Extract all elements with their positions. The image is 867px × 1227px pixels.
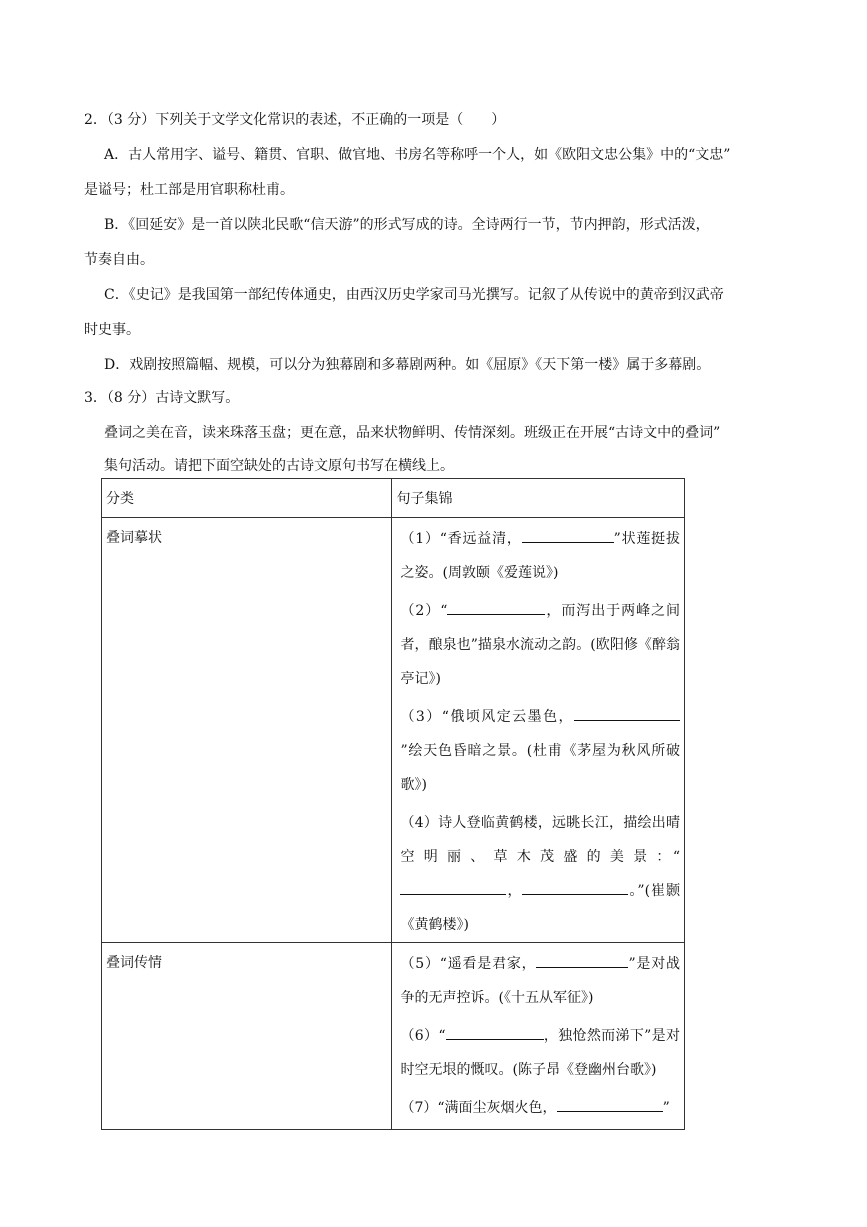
option-a-line-1: A．古人常用字、谥号、籍贯、官职、做官地、书房名等称呼一个人，如《欧阳文忠公集》中的“文忠”: [104, 147, 731, 163]
table-header-cell: [392, 479, 685, 518]
sentence-text: （4）诗人登临黄鹤楼，远眺长江，描绘出晴 空 明 丽 、 草 木 茂 盛 的 美 景 ：“: [400, 815, 680, 865]
sentence-item: [392, 590, 684, 696]
header-sentences: 句子集锦: [396, 491, 453, 507]
sentence-text: （5）“遥看是君家，: [400, 956, 537, 972]
option-c-line-1: C．《史记》是我国第一部纪传体通史，由西汉历史学家司马光撰写。记叙了从传说中的黄帝到汉武帝: [104, 287, 724, 303]
dictation-table: [101, 478, 685, 1130]
question-3-stem: 3．（8 分）古诗文默写。: [84, 390, 240, 406]
sentence-item: [392, 696, 684, 802]
sentence-item: [392, 802, 684, 942]
question-2-stem: 2．（3 分）下列关于文学文化常识的表述，不正确的一项是（ ）: [84, 112, 506, 128]
sentence-item: [392, 518, 684, 590]
option-a-line-2: 是谥号；杜工部是用官职称杜甫。: [84, 182, 294, 198]
sentence-text: 。”(崔颢《黄鹤楼》): [400, 883, 680, 933]
sentence-text: ，: [506, 883, 523, 899]
sentence-item: [392, 1087, 684, 1125]
table-row: [102, 943, 685, 1130]
header-category: 分类: [106, 491, 134, 507]
category-label: 叠词传情: [106, 955, 162, 971]
table-header-cell: [102, 479, 392, 518]
table-cell: [102, 943, 392, 1130]
option-b-line-1: B．《回延安》是一首以陕北民歌“信天游”的形式写成的诗。全诗两行一节，节内押韵，形式活泼，: [104, 217, 710, 233]
option-d-line-1: D．戏剧按照篇幅、规模，可以分为独幕剧和多幕剧两种。如《屈原》《天下第一楼》属于多幕剧。: [104, 357, 711, 373]
answer-blank[interactable]: [400, 880, 506, 895]
answer-blank[interactable]: [522, 528, 614, 543]
option-b-line-2: 节奏自由。: [84, 252, 154, 268]
table-header-row: [102, 479, 685, 518]
table-cell: [102, 518, 392, 943]
answer-blank[interactable]: [536, 953, 628, 968]
sentence-item: [392, 1015, 684, 1087]
sentence-text: （3）“俄顷风定云墨色，: [400, 709, 574, 725]
table-cell: [392, 943, 685, 1130]
question-3-intro-line-1: 叠词之美在音，读来珠落玉盘；更在意，品来状物鲜明、传情深刻。班级正在开展“古诗文中的叠词”: [104, 425, 721, 441]
table-row: [102, 518, 685, 943]
table-cell: [392, 518, 685, 943]
answer-blank[interactable]: [574, 706, 680, 721]
sentence-text: ，独怆然而涕下”是对时空无垠的慨叹。(陈子昂《登幽州台歌》): [400, 1028, 680, 1078]
sentence-text: ”是对战争的无声控诉。(《十五从军征》): [400, 956, 680, 1006]
answer-blank[interactable]: [446, 1025, 544, 1040]
sentence-text: （6）“: [400, 1028, 446, 1044]
sentence-text: （1）“香远益清，: [400, 531, 522, 547]
question-3-intro-line-2: 集句活动。请把下面空缺处的古诗文原句书写在横线上。: [104, 458, 454, 474]
sentence-item: [392, 943, 684, 1015]
answer-blank[interactable]: [522, 880, 628, 895]
answer-blank[interactable]: [447, 600, 545, 615]
sentence-text: ，而泻出于两峰之间者，酿泉也”描泉水流动之韵。(欧阳修《醉翁亭记》): [400, 603, 680, 687]
sentence-text: ”绘天色昏暗之景。(杜甫《茅屋为秋风所破歌》): [400, 743, 680, 793]
sentence-text: ”: [662, 1100, 670, 1116]
answer-blank[interactable]: [557, 1097, 663, 1112]
category-label: 叠词摹状: [106, 530, 162, 546]
sentence-text: ”状莲挺拔之姿。(周敦颐《爱莲说》): [400, 531, 680, 581]
sentence-text: （7）“满面尘灰烟火色，: [400, 1100, 557, 1116]
option-c-line-2: 时史事。: [84, 322, 140, 338]
sentence-text: （2）“: [400, 603, 448, 619]
